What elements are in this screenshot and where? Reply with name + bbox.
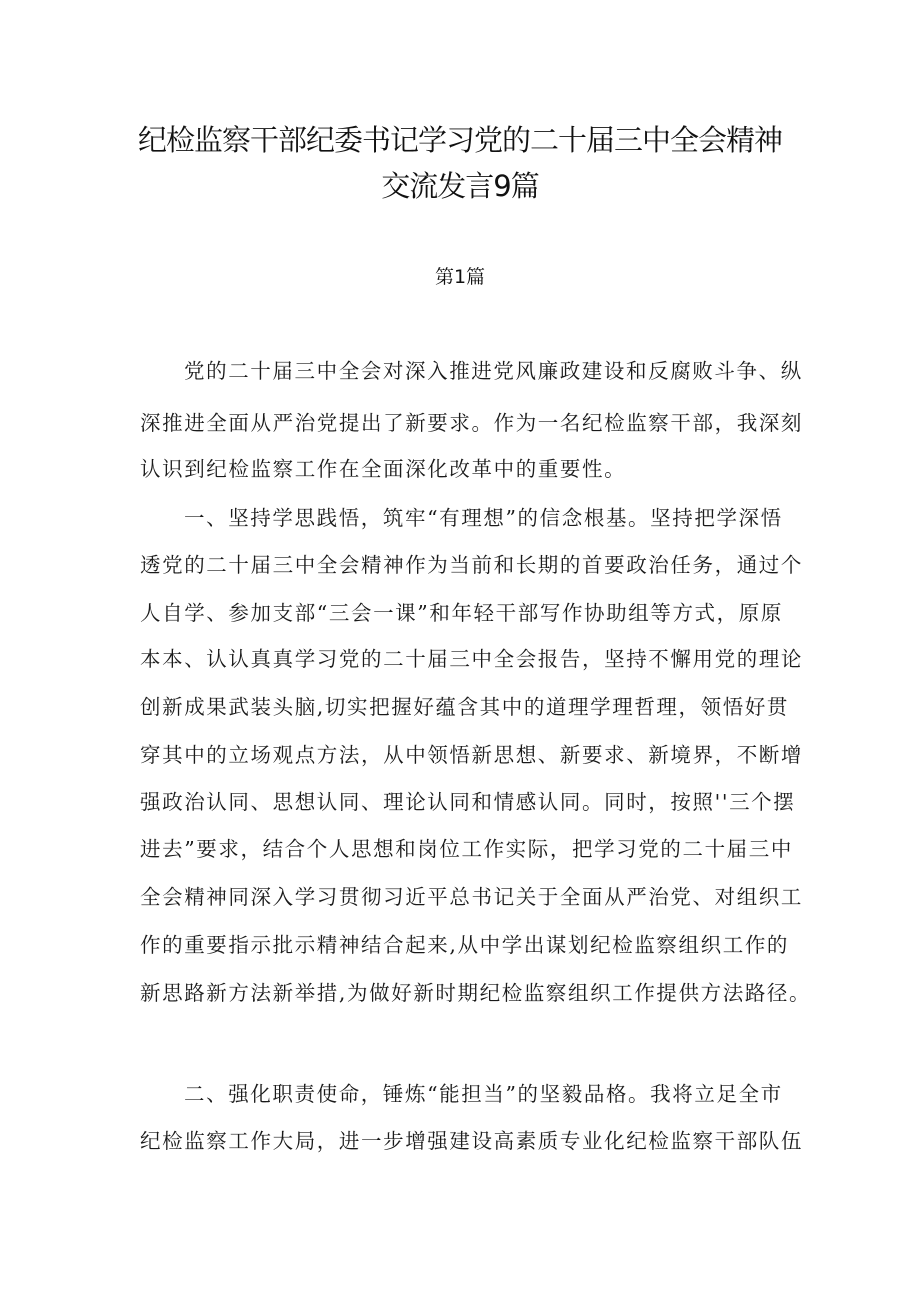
paragraph-line: 本本、认认真真学习党的二十届三中全会报告，坚持不懈用党的理论 (140, 647, 803, 671)
paragraph-line: 人自学、参加支部“三会一课”和年轻干部写作协助组等方式，原原 (140, 601, 783, 625)
paragraph-line: 二、强化职责使命，锤炼“能担当”的坚毅品格。我将立足全市 (184, 1082, 783, 1106)
paragraph-line: 作的重要指示批示精神结合起来,从中学出谋划纪检监察组织工作的 (140, 933, 790, 957)
chapter-heading: 第1篇 (434, 266, 486, 288)
paragraph-line: 创新成果武装头脑,切实把握好蕴含其中的道理学理哲理，领悟好贯 (140, 695, 790, 719)
paragraph-line: 新思路新方法新举措,为做好新时期纪检监察组织工作提供方法路径。 (140, 981, 812, 1005)
document-title-line-1: 纪检监察干部纪委书记学习党的二十届三中全会精神 (137, 123, 782, 157)
paragraph-line: 纪检监察工作大局，进一步增强建设高素质专业化纪检监察干部队伍 (140, 1129, 803, 1153)
paragraph-line: 透党的二十届三中全会精神作为当前和长期的首要政治任务，通过个 (140, 553, 803, 577)
paragraph-line: 强政治认同、思想认同、理论认同和情感认同。同时，按照''三个摆 (140, 790, 796, 814)
paragraph-line: 进去”要求，结合个人思想和岗位工作实际，把学习党的二十届三中 (140, 837, 793, 861)
paragraph-line: 党的二十届三中全会对深入推进党风廉政建设和反腐败斗争、纵 (184, 359, 803, 383)
paragraph-line: 穿其中的立场观点方法，从中领悟新思想、新要求、新境界，不断增 (140, 743, 803, 767)
paragraph-line: 一、坚持学思践悟，筑牢“有理想”的信念根基。坚持把学深悟 (184, 506, 783, 530)
paragraph-line: 深推进全面从严治党提出了新要求。作为一名纪检监察干部，我深刻 (140, 411, 803, 435)
document-title-line-2: 交流发言9篇 (381, 169, 539, 203)
paragraph-line: 认识到纪检监察工作在全面深化改革中的重要性。 (140, 457, 627, 481)
paragraph-line: 全会精神同深入学习贯彻习近平总书记关于全面从严治党、对组织工 (140, 885, 803, 909)
